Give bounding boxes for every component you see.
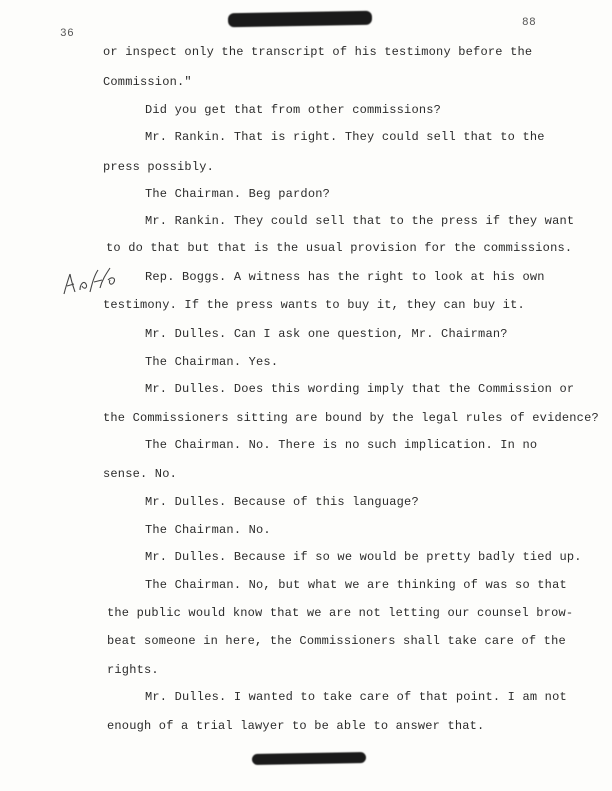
transcript-line: the public would know that we are not letting our counsel brow- (107, 606, 574, 620)
transcript-line: the Commissioners sitting are bound by the legal rules of evidence? (103, 411, 599, 425)
transcript-line: testimony. If the press wants to buy it, they can buy it. (103, 298, 525, 312)
transcript-line: Mr. Rankin. They could sell that to the press if they want (145, 214, 575, 228)
transcript-line: Mr. Dulles. Because if so we would be pretty badly tied up. (145, 550, 582, 564)
handwritten-annotation (58, 260, 122, 300)
transcript-line: Rep. Boggs. A witness has the right to look at his own (145, 270, 545, 284)
transcript-line: press possibly. (103, 160, 215, 174)
transcript-line: enough of a trial lawyer to be able to answer that. (107, 719, 485, 733)
transcript-line: Mr. Dulles. Does this wording imply that the Commission or (145, 382, 575, 396)
transcript-line: sense. No. (103, 467, 178, 481)
transcript-line: Mr. Rankin. That is right. They could sell that to the (145, 130, 545, 144)
transcript-line: Commission." (103, 75, 192, 89)
transcript-line: beat someone in here, the Commissioners shall take care of the (107, 634, 566, 648)
transcript-line: or inspect only the transcript of his testimony before the (103, 45, 533, 59)
page-number-left: 36 (60, 28, 75, 40)
transcript-line: Did you get that from other commissions? (145, 103, 442, 117)
transcript-line: Mr. Dulles. Can I ask one question, Mr. Chairman? (145, 327, 508, 341)
transcript-line: The Chairman. No. (145, 523, 271, 537)
transcript-line: to do that but that is the usual provision for the commissions. (106, 241, 573, 255)
transcript-line: The Chairman. Beg pardon? (145, 187, 331, 201)
redaction-bar-top (228, 11, 372, 28)
page-number-right: 88 (522, 17, 537, 29)
transcript-line: The Chairman. Yes. (145, 355, 279, 369)
transcript-line: The Chairman. No. There is no such implication. In no (145, 438, 538, 452)
transcript-line: Mr. Dulles. I wanted to take care of that point. I am not (145, 690, 567, 704)
transcript-line: Mr. Dulles. Because of this language? (145, 495, 419, 509)
redaction-bar-bottom (252, 752, 366, 765)
transcript-line: The Chairman. No, but what we are thinking of was so that (145, 578, 567, 592)
transcript-line: rights. (107, 663, 159, 677)
